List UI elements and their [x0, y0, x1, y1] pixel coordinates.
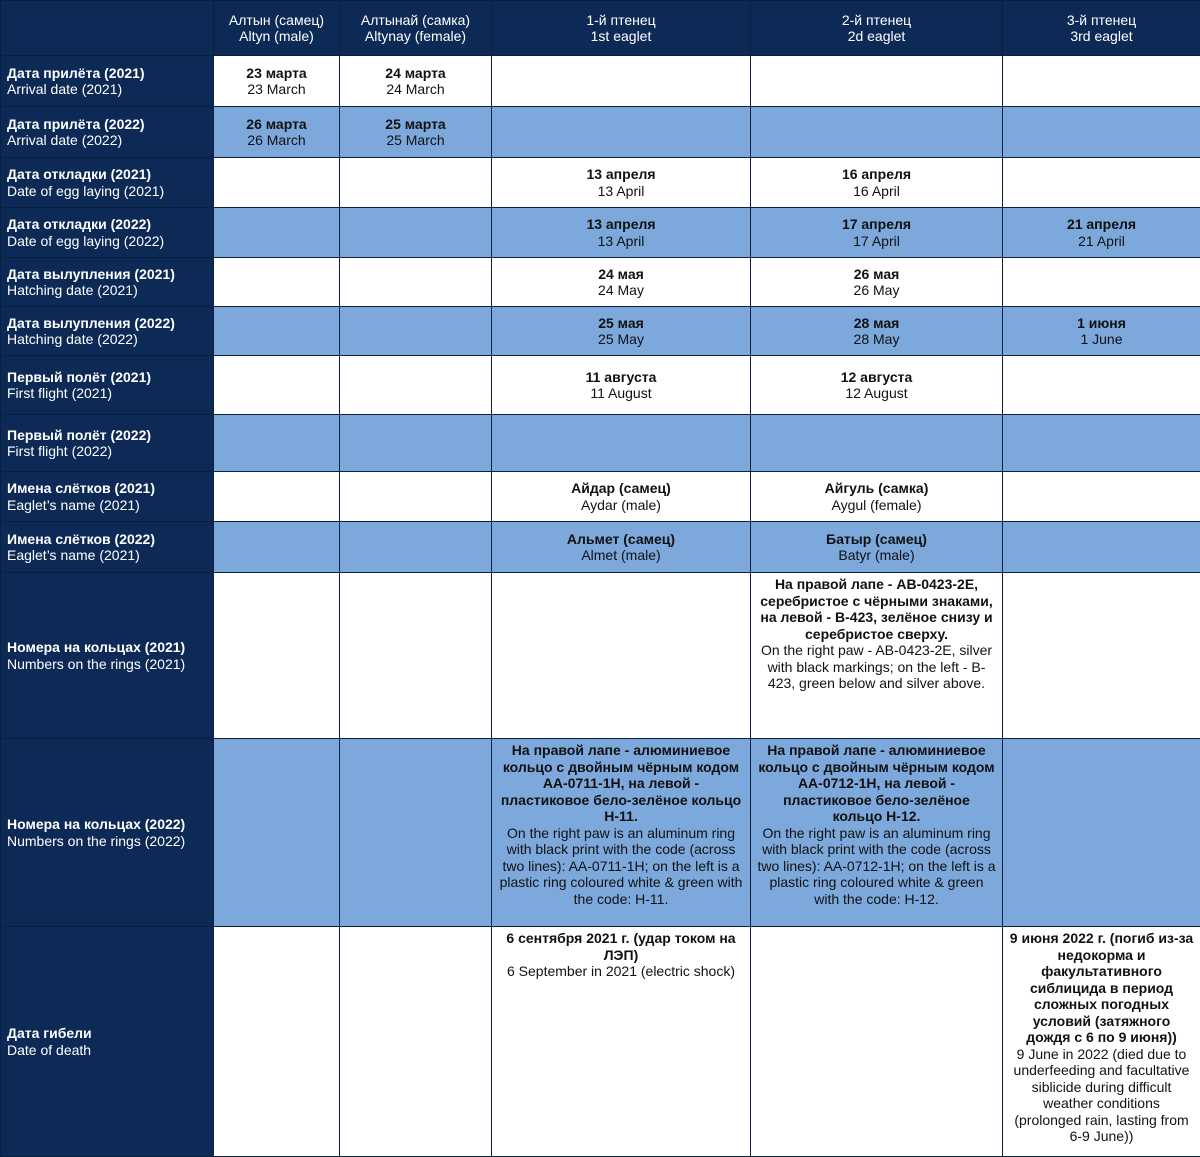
row-header — [1, 472, 214, 522]
table-row — [1, 56, 1200, 107]
col-header-eaglet-2 — [751, 1, 1003, 56]
table-row — [1, 522, 1200, 573]
row-header-ru: Дата гибели — [7, 1025, 92, 1041]
table-cell — [751, 56, 1003, 107]
row-header-ru: Дата прилёта (2021) — [7, 64, 145, 81]
row-header — [1, 56, 214, 107]
table-cell — [751, 415, 1003, 472]
cell-text-en: 21 April — [1078, 232, 1125, 249]
cell-text-ru: 1 июня — [1077, 314, 1126, 331]
cell-text-ru: На правой лапе - алюминиевое кольцо с двойным чёрным кодом АА-0712-1Н, на левой - пластиковое бело-зелёное кольцо Н-12. — [758, 742, 995, 824]
table-cell — [340, 739, 492, 927]
cell-text-ru: 12 августа — [840, 368, 913, 385]
table-cell — [214, 208, 340, 258]
table-cell — [751, 472, 1003, 522]
cell-text-en: On the right paw is an aluminum ring with black print with the code (across two lines): AA-0711-1H; on the left is a plastic ring coloured white & green with the code: H-11. — [499, 824, 743, 907]
cell-text-en: 26 May — [853, 282, 900, 298]
cell-text-en: 24 May — [598, 282, 644, 298]
table-cell — [751, 307, 1003, 356]
table-cell — [1003, 472, 1200, 522]
table-cell — [1003, 927, 1200, 1157]
cell-text-ru: 17 апреля — [841, 216, 912, 232]
table-cell — [492, 158, 751, 208]
cell-text-ru: 21 апреля — [1066, 216, 1137, 232]
cell-text-en: 13 April — [597, 182, 645, 199]
cell-text-ru: 13 апреля — [586, 216, 656, 232]
row-header-en: Eaglet’s name (2021) — [7, 547, 140, 563]
table-cell — [751, 927, 1003, 1157]
cell-text-ru: 25 мая — [598, 314, 644, 331]
cell-text-ru: 26 мая — [853, 265, 900, 282]
row-header — [1, 415, 214, 472]
cell-text-en: 23 March — [247, 81, 306, 97]
table-cell — [214, 258, 340, 307]
row-header-en: First flight (2021) — [7, 385, 113, 401]
cell-text-ru: 11 августа — [585, 368, 657, 385]
col-header-ru: Алтынай (самка) — [360, 11, 471, 28]
table-cell — [340, 522, 492, 573]
row-header-en: Numbers on the rings (2022) — [7, 832, 186, 849]
cell-text-en: 9 June in 2022 (died due to underfeeding and facultative siblicide during difficult weather conditions (prolonged rain, lasting from 6-9 June)) — [1013, 1045, 1190, 1144]
table-cell — [340, 573, 492, 739]
table-cell — [1003, 107, 1200, 158]
row-header-ru: Имена слётков (2022) — [7, 530, 155, 547]
table-cell — [340, 307, 492, 356]
table-row — [1, 208, 1200, 258]
table-body — [1, 56, 1200, 1157]
cell-text-ru: 6 сентября 2021 г. (удар током на ЛЭП) — [506, 930, 736, 963]
row-header — [1, 573, 214, 739]
cell-text-ru: 23 марта — [246, 64, 307, 81]
row-header-en: First flight (2022) — [7, 443, 113, 459]
cell-text-en: 25 May — [598, 331, 644, 347]
col-header-en: 2d eaglet — [847, 28, 906, 44]
table-cell — [751, 573, 1003, 739]
table-cell — [492, 522, 751, 573]
table-cell — [214, 158, 340, 208]
table-row — [1, 573, 1200, 739]
table-cell — [492, 573, 751, 739]
table-cell — [751, 258, 1003, 307]
row-header-ru: Номера на кольцах (2021) — [7, 639, 186, 655]
row-header-en: Date of egg laying (2022) — [7, 232, 165, 249]
cell-text-ru: 13 апреля — [586, 166, 656, 182]
cell-text-ru: Айдар (самец) — [571, 480, 671, 496]
table-cell — [492, 208, 751, 258]
row-header-ru: Дата вылупления (2021) — [7, 265, 175, 282]
table-row — [1, 258, 1200, 307]
table-cell — [751, 739, 1003, 927]
row-header — [1, 356, 214, 415]
cell-text-ru: 9 июня 2022 г. (погиб из-за недокорма и факультативного сиблицида в период сложных погодных условий (затяжного дождя с 6 по 9 июня)) — [1009, 930, 1194, 1045]
table-cell — [751, 208, 1003, 258]
table-row — [1, 356, 1200, 415]
row-header-ru: Имена слётков (2021) — [7, 480, 155, 496]
table-cell — [492, 472, 751, 522]
table-cell — [492, 307, 751, 356]
cell-text-ru: 16 апреля — [841, 166, 912, 182]
table-cell — [1003, 415, 1200, 472]
cell-text-en: Almet (male) — [581, 547, 661, 563]
table-row — [1, 472, 1200, 522]
cell-text-ru: Айгуль (самка) — [824, 480, 929, 496]
cell-text-en: 25 March — [386, 132, 445, 148]
row-header-en: Hatching date (2022) — [7, 331, 138, 347]
row-header-en: Arrival date (2022) — [7, 132, 123, 148]
table-cell — [340, 56, 492, 107]
table-cell — [1003, 56, 1200, 107]
table-row — [1, 307, 1200, 356]
table-row — [1, 415, 1200, 472]
row-header-en: Date of death — [7, 1041, 92, 1058]
row-header — [1, 158, 214, 208]
table-cell — [214, 415, 340, 472]
row-header-ru: Номера на кольцах (2022) — [7, 816, 186, 832]
cell-text-en: 11 August — [590, 385, 652, 401]
cell-text-en: Aydar (male) — [581, 496, 661, 513]
table-cell — [214, 522, 340, 573]
cell-text-en: On the right paw - AB-0423-2E, silver with black markings; on the left - B-423, green below and silver above. — [760, 642, 993, 691]
table-cell — [340, 158, 492, 208]
table-cell — [340, 472, 492, 522]
col-header-eaglet-3 — [1003, 1, 1200, 56]
table-cell — [340, 258, 492, 307]
table-cell — [214, 356, 340, 415]
row-header-ru: Дата откладки (2022) — [7, 216, 152, 232]
col-header-ru: 1-й птенец — [586, 11, 656, 28]
table-cell — [340, 415, 492, 472]
corner-cell — [1, 1, 214, 56]
table-cell — [214, 739, 340, 927]
row-header — [1, 927, 214, 1157]
col-header-en: 3rd eaglet — [1070, 28, 1133, 44]
cell-text-en: 26 March — [247, 132, 306, 148]
table-cell — [340, 107, 492, 158]
row-header — [1, 307, 214, 356]
row-header — [1, 107, 214, 158]
cell-text-ru: Альмет (самец) — [566, 530, 676, 547]
cell-text-en: On the right paw is an aluminum ring with black print with the code (across two lines): AA-0712-1H; on the left is a plastic ring coloured white & green with the code: H-12. — [757, 824, 996, 907]
col-header-en: Altynay (female) — [364, 28, 467, 44]
table-cell — [214, 573, 340, 739]
row-header-ru: Дата откладки (2021) — [7, 166, 152, 182]
table-cell — [751, 158, 1003, 208]
cell-text-en: 24 March — [386, 81, 445, 97]
table-cell — [214, 107, 340, 158]
row-header — [1, 522, 214, 573]
table-cell — [1003, 356, 1200, 415]
row-header-ru: Дата вылупления (2022) — [7, 314, 175, 331]
col-header-ru: 2-й птенец — [841, 11, 912, 28]
table-row — [1, 927, 1200, 1157]
table-cell — [492, 415, 751, 472]
table-cell — [1003, 208, 1200, 258]
cell-text-ru: 28 мая — [853, 314, 900, 331]
table-cell — [214, 927, 340, 1157]
cell-text-ru: На правой лапе - алюминиевое кольцо с двойным чёрным кодом АА-0711-1Н, на левой - пластиковое бело-зелёное кольцо Н-11. — [500, 742, 742, 824]
cell-text-ru: 24 марта — [385, 64, 446, 81]
cell-text-en: 1 June — [1080, 331, 1123, 347]
table-cell — [1003, 573, 1200, 739]
table-cell — [751, 356, 1003, 415]
cell-text-en: Aygul (female) — [831, 496, 922, 513]
cell-text-en: 28 May — [853, 331, 900, 347]
table-cell — [492, 356, 751, 415]
col-header-ru: Алтын (самец) — [228, 11, 325, 28]
col-header-ru: 3-й птенец — [1066, 11, 1137, 28]
table-cell — [214, 472, 340, 522]
col-header-en: 1st eaglet — [590, 28, 652, 44]
cell-text-en: 16 April — [853, 182, 900, 199]
cell-text-ru: 26 марта — [246, 115, 307, 132]
cell-text-en: 13 April — [597, 232, 645, 249]
cell-text-en: 12 August — [845, 385, 908, 401]
table-cell — [340, 208, 492, 258]
cell-text-en: 6 September in 2021 (electric shock) — [507, 963, 735, 979]
table-cell — [492, 258, 751, 307]
row-header-en: Eaglet’s name (2021) — [7, 496, 140, 513]
cell-text-ru: 25 марта — [385, 115, 446, 132]
cell-text-ru: На правой лапе - АВ-0423-2Е, серебристое с чёрными знаками, на левой - В-423, зелёное снизу и серебристое сверху. — [760, 576, 993, 642]
row-header-en: Date of egg laying (2021) — [7, 182, 165, 199]
col-header-altynay — [340, 1, 492, 56]
table-cell — [751, 107, 1003, 158]
table-cell — [214, 307, 340, 356]
table-cell — [340, 927, 492, 1157]
col-header-en: Altyn (male) — [239, 28, 314, 44]
table-cell — [492, 739, 751, 927]
cell-text-ru: Батыр (самец) — [826, 530, 927, 547]
row-header-en: Numbers on the rings (2021) — [7, 655, 186, 672]
table-cell — [492, 927, 751, 1157]
row-header-ru: Первый полёт (2021) — [7, 368, 152, 385]
table-cell — [1003, 307, 1200, 356]
cell-text-en: Batyr (male) — [838, 547, 915, 563]
col-header-altyn — [214, 1, 340, 56]
row-header-en: Hatching date (2021) — [7, 282, 138, 298]
row-header-ru: Первый полёт (2022) — [7, 426, 152, 443]
table-row — [1, 158, 1200, 208]
row-header — [1, 208, 214, 258]
table-cell — [214, 56, 340, 107]
row-header-ru: Дата прилёта (2022) — [7, 115, 145, 132]
table-row — [1, 107, 1200, 158]
header-row — [1, 1, 1200, 56]
table-cell — [1003, 522, 1200, 573]
table-cell — [492, 56, 751, 107]
table-cell — [1003, 258, 1200, 307]
table-row — [1, 739, 1200, 927]
row-header-en: Arrival date (2021) — [7, 81, 123, 97]
table-cell — [751, 522, 1003, 573]
cell-text-ru: 24 мая — [598, 265, 644, 282]
table-cell — [1003, 158, 1200, 208]
col-header-eaglet-1 — [492, 1, 751, 56]
table-cell — [492, 107, 751, 158]
table-cell — [340, 356, 492, 415]
row-header — [1, 739, 214, 927]
cell-text-en: 17 April — [853, 232, 900, 249]
row-header — [1, 258, 214, 307]
table-cell — [1003, 739, 1200, 927]
